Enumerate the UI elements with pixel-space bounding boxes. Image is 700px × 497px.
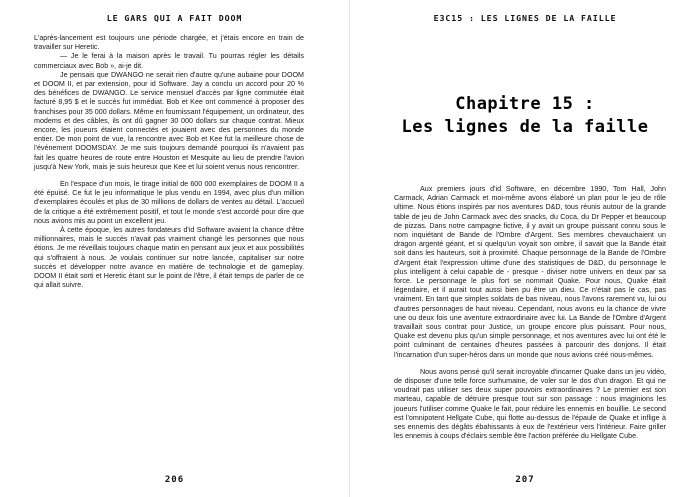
paragraph: En l'espace d'un mois, le tirage initial de 600 000 exemplaires de DOOM II a été épuisé. Ce fut le jeu informatique le plus vendu en 1994, avec plus d'un million d'exemplaires écoulés et plus de 30 millions de dollars de ventes au détail. L'accueil de la critique a été extrêmement positif, et tout le monde s'est accordé pour dire que nous avions mis au point un excellent jeu. <box>34 180 304 225</box>
paragraph: Aux premiers jours d'id Software, en décembre 1990, Tom Hall, John Carmack, Adrian Carmack et moi-même avons élaboré un plan pour le jeu de rôle ultime. Nous étions inspirés par nos aventures D&D, tous réunis autour de la grande table de jeu de John Carmack avec des snacks, du Coca, du Dr Pepper et beaucoup de pizzas. Dans notre campagne fictive, il y avait un groupe puissant connu sous le nom inquiétant de Bande de l'Ombre d'Argent. Ses membres chevauchaient un dragon argenté géant, et si quelqu'un voyait son ombre, il savait que la Bande était soit dans les hauteurs, soit à proximité. Chaque personnage de la Bande de l'Ombre d'Argent était l'expression ultime d'une des statistiques de D&D, du personnage le plus intelligent à celui capable de - presque - diviser notre univers en deux par sa force. Le personnage le plus fort se nommait Quake. Pour nous, Quake était légendaire, et il aurait tout aussi bien pu être un dieu. Ce n'était pas le cas, pas vraiment. En tant que simples soldats de bas niveau, nous l'avons rarement vu, lui ou d'autres personnages de haut niveau. Cependant, nous avons eu la chance de vivre une ou deux fois une aventure extraordinaire avec lui. La Bande de l'Ombre d'Argent travaillait sous contrat pour Justice, un groupe encore plus puissant. Pour nous, Quake est devenu plus qu'un simple personnage, et nos aventures avec lui ont été le point culminant de centaines d'heures passées à parcourir des donjons. Il était l'incarnation d'un super-héros dans un monde que nous avions créé nous-mêmes. <box>394 185 666 359</box>
left-body-text <box>34 34 304 290</box>
chapter-title-line1: Chapitre 15 : <box>455 94 595 114</box>
paragraph: À cette époque, les autres fondateurs d'id Software avaient la chance d'être millionnaires, mais le succès n'avait pas vraiment changé les personnes que nous étions. Je me réveillais toujours chaque matin en pensant aux jeux et aux possibilités qui s'offraient à nous. Je voulais continuer sur notre lancée, capitaliser sur notre succès et développer notre avance en matière de technologie et de gameplay. DOOM II était sorti et Heretic étant sur le point de l'être, il était temps de parler de ce qui allait suivre. <box>34 226 304 290</box>
paragraph: Je pensais que DWANGO ne serait rien d'autre qu'une aubaine pour DOOM et DOOM II, et par extension, pour id Software. Jay a conclu un accord pour 20 % des bénéfices de DWANGO. Le service mensuel d'accès par ligne commutée était facturé 8,95 $ et le succès fut immédiat. Bob et Kee ont commencé à proposer des franchises pour 35 000 dollars. Même en fournissant l'équipement, un ordinateur, des modems et des câbles, ils ont dû gagner 30 000 dollars sur chaque contrat. Mieux encore, les joueurs étaient connectés et jouaient avec des personnes du monde entier. De mon point de vue, la rencontre avec Bob et Kee fut la meilleure chose de l'événement DOOMSDAY. Je me suis toujours demandé pourquoi ils n'avaient pas fait les quatre heures de route entre Houston et Mesquite au lieu de prendre l'avion jusqu'à New York, mais je suis heureux que Kee et lui soient venus nous rencontrer. <box>34 70 304 171</box>
chapter-title <box>350 93 700 139</box>
paragraph: L'après-lancement est toujours une période chargée, et j'étais encore en train de travailler sur Heretic. <box>34 34 304 52</box>
paragraph: — Je le ferai à la maison après le travail. Tu pourras régler les détails commerciaux avec Bob », ai-je dit. <box>34 52 304 70</box>
right-page <box>350 0 700 497</box>
right-running-head: E3C15 : LES LIGNES DE LA FAILLE <box>433 13 617 23</box>
right-body-text <box>394 185 666 441</box>
left-running-head: LE GARS QUI A FAIT DOOM <box>106 13 243 23</box>
left-page-number: 206 <box>164 475 185 485</box>
right-page-number: 207 <box>515 475 535 485</box>
chapter-title-line2: Les lignes de la faille <box>401 117 649 137</box>
paragraph: Nous avons pensé qu'il serait incroyable d'incarner Quake dans un jeu vidéo, de disposer d'une telle force surhumaine, de voler sur le dos d'un dragon. Et qui ne voudrait pas utiliser ses deux super pouvoirs extraordinaires ? Le premier est son marteau, capable de détruire presque tout sur son passage : nous imaginions les joueurs l'utiliser comme Quake le fait, pour réduire les ennemis en bouillie. Le second est l'omnipotent Hellgate Cube, qui flotte au-dessus de l'épaule de Quake et inflige à ses ennemis des dégâts ébahissants à eux de l'extérieur vers l'intérieur. Faire griller les ennemis à coups d'éclairs semble être l'action préférée du Hellgate Cube. <box>394 367 666 441</box>
